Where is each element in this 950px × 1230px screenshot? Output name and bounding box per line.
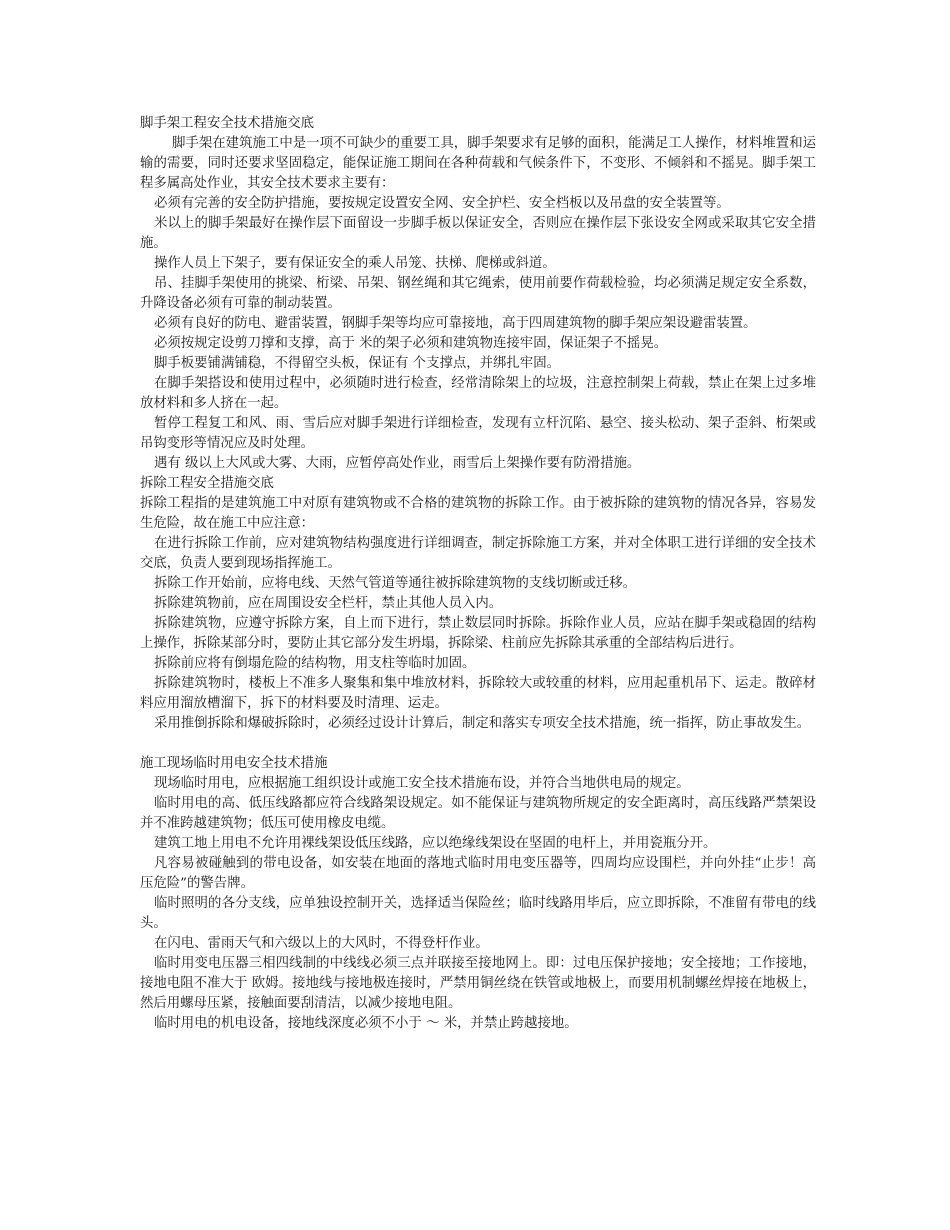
scaffold-item-3: 操作人员上下架子，要有保证安全的乘人吊笼、扶梯、爬梯或斜道。	[154, 256, 556, 271]
electricity-item-7: 临时用变电压器三相四线制的中线线必须三点并联接至接地网上。即：过电压保护接地；安全接地；工作接地，接地电阻不准大于 欧姆。接地线与接地极连接时，严禁用铜丝绕在铁管或地极上，而要用机制螺丝焊接在地极上，然后用螺母压紧，接触面要刮清洁，以减少接地电阻。	[140, 956, 816, 1011]
electricity-item-1: 现场临时用电，应根据施工组织设计或施工安全技术措施布设，并符合当地供电局的规定。	[154, 776, 690, 791]
electricity-item-5: 临时照明的各分支线，应单独设控制开关，选择适当保险丝；临时线路用毕后，应立即拆除，不准留有带电的线头。	[140, 896, 816, 931]
document-page	[140, 114, 816, 1034]
section-intro-scaffold: 脚手架在建筑施工中是一项不可缺少的重要工具，脚手架要求有足够的面积，能满足工人操作，材料堆置和运输的需要，同时还要求坚固稳定，能保证施工期间在各种荷载和气候条件下，不变形、不倾斜和不摇晃。脚手架工程多属高处作业，其安全技术要求主要有：	[140, 136, 816, 191]
demolition-item-2: 拆除工作开始前，应将电线、天然气管道等通往被拆除建筑物的支线切断或迁移。	[154, 576, 637, 591]
scaffold-item-2: 米以上的脚手架最好在操作层下面留设一步脚手板以保证安全，否则应在操作层下张设安全网或采取其它安全措施。	[140, 216, 816, 251]
scaffold-item-10: 遇有 级以上大风或大雾、大雨，应暂停高处作业，雨雪后上架操作要有防滑措施。	[154, 456, 641, 471]
scaffold-item-9: 暂停工程复工和风、雨、雪后应对脚手架进行详细检查，发现有立杆沉陷、悬空、接头松动、架子歪斜、桁架或吊钩变形等情况应及时处理。	[140, 416, 816, 451]
scaffold-item-7: 脚手板要铺满铺稳，不得留空头板，保证有 个支撑点，并绑扎牢固。	[154, 356, 560, 371]
electricity-item-4: 凡容易被碰触到的带电设备，如安装在地面的落地式临时用电变压器等，四周均应设围栏，并向外挂“止步！高压危险”的警告牌。	[140, 856, 816, 891]
scaffold-item-4: 吊、挂脚手架使用的挑梁、桁梁、吊架、钢丝绳和其它绳索，使用前要作荷载检验，均必须满足规定安全系数，升降设备必须有可靠的制动装置。	[140, 276, 816, 311]
demolition-item-4: 拆除建筑物，应遵守拆除方案，自上而下进行，禁止数层同时拆除。拆除作业人员，应站在脚手架或稳固的结构上操作，拆除某部分时，要防止其它部分发生坍塌，拆除梁、柱前应先拆除其承重的全部结构后进行。	[140, 616, 816, 651]
scaffold-item-1: 必须有完善的安全防护措施，要按规定设置安全网、安全护栏、安全档板以及吊盘的安全装置等。	[154, 196, 730, 211]
scaffold-item-6: 必须按规定设剪刀撑和支撑，高于 米的架子必须和建筑物连接牢固，保证架子不摇晃。	[154, 336, 668, 351]
demolition-item-5: 拆除前应将有倒塌危险的结构物，用支柱等临时加固。	[154, 656, 476, 671]
section-title-scaffold: 脚手架工程安全技术措施交底	[140, 116, 315, 131]
electricity-item-6: 在闪电、雷雨天气和六级以上的大风时，不得登杆作业。	[154, 936, 489, 951]
demolition-item-7: 采用推倒拆除和爆破拆除时，必须经过设计计算后，制定和落实专项安全技术措施，统一指挥，防止事故发生。	[154, 716, 811, 731]
electricity-item-3: 建筑工地上用电不允许用裸线架设低压线路，应以绝缘线架设在坚固的电杆上，并用瓷瓶分开。	[154, 836, 717, 851]
section-intro-demolition: 拆除工程指的是建筑施工中对原有建筑物或不合格的建筑物的拆除工作。由于被拆除的建筑物的情况各异，容易发生危险，故在施工中应注意：	[140, 496, 816, 531]
scaffold-item-5: 必须有良好的防电、避雷装置，钢脚手架等均应可靠接地，高于四周建筑物的脚手架应架设避雷装置。	[154, 316, 757, 331]
demolition-item-3: 拆除建筑物前，应在周围设安全栏杆，禁止其他人员入内。	[154, 596, 503, 611]
section-gap	[140, 734, 816, 754]
scaffold-item-8: 在脚手架搭设和使用过程中，必须随时进行检查，经常清除架上的垃圾，注意控制架上荷载，禁止在架上过多堆放材料和多人挤在一起。	[140, 376, 816, 411]
electricity-item-8: 临时用电的机电设备，接地线深度必须不小于 ～ 米，并禁止跨越接地。	[154, 1016, 578, 1031]
section-title-electricity: 施工现场临时用电安全技术措施	[140, 756, 328, 771]
electricity-item-2: 临时用电的高、低压线路都应符合线路架设规定。如不能保证与建筑物所规定的安全距离时，高压线路严禁架设并不准跨越建筑物；低压可使用橡皮电缆。	[140, 796, 816, 831]
section-title-demolition: 拆除工程安全措施交底	[140, 476, 274, 491]
demolition-item-1: 在进行拆除工作前，应对建筑物结构强度进行详细调查，制定拆除施工方案，并对全体职工进行详细的安全技术交底，负责人要到现场指挥施工。	[140, 536, 816, 571]
demolition-item-6: 拆除建筑物时，楼板上不准多人聚集和集中堆放材料，拆除较大或较重的材料，应用起重机吊下、运走。散碎材料应用溜放槽溜下，拆下的材料要及时清理、运走。	[140, 676, 816, 711]
